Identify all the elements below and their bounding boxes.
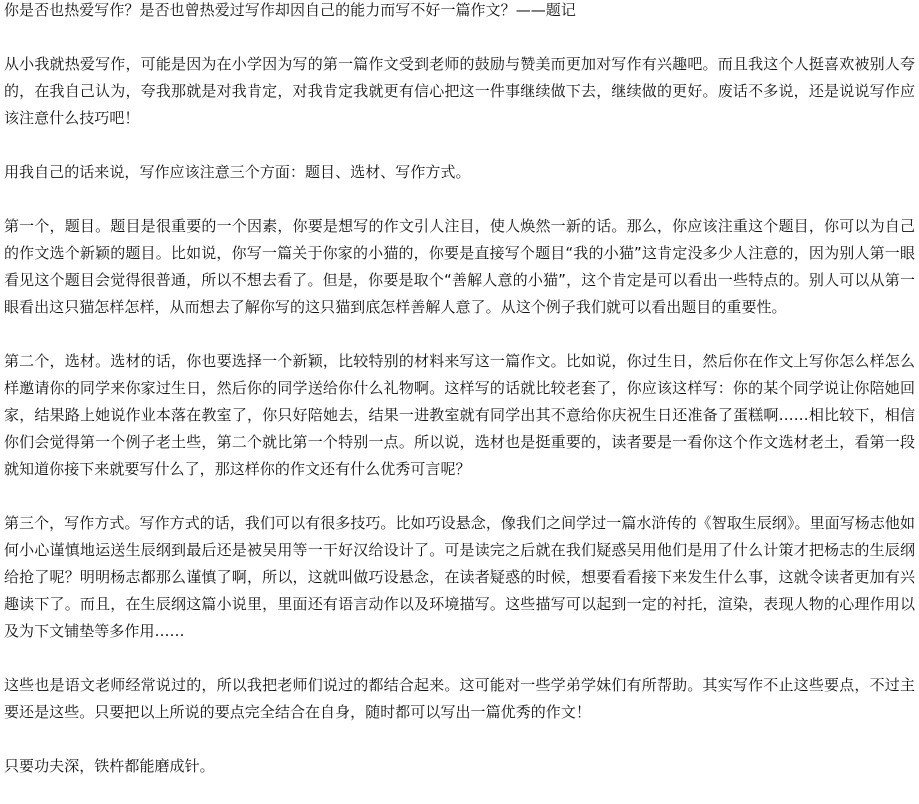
summary-paragraph: 用我自己的话来说，写作应该注意三个方面：题目、选材、写作方式。	[4, 163, 471, 181]
intro-paragraph: 从小我就热爱写作，可能是因为在小学因为写的第一篇作文受到老师的鼓励与赞美而更加对写作有兴趣吧。而且我这个人挺喜欢被别人夸的，在我自己认为，夸我那就是对我肯定，对我肯定我就更有信心把这一件事继续做下去，继续做的更好。废话不多说，还是说说写作应该注意什么技巧吧！	[4, 55, 915, 127]
epigraph-paragraph: 你是否也热爱写作？是否也曾热爱过写作却因自己的能力而写不好一篇作文？——题记	[4, 1, 576, 19]
title-section-paragraph: 第一个，题目。题目是很重要的一个因素，你要是想写的作文引人注目，使人焕然一新的话。那么，你应该注重这个题目，你可以为自己的作文选个新颖的题目。比如说，你写一篇关于你家的小猫的，你要是直接写个题目“我的小猫”这肯定没多少人注意的，因为别人第一眼看见这个题目会觉得很普通，所以不想去看了。但是，你要是取个“善解人意的小猫”，这个肯定是可以看出一些特点的。别人可以从第一眼看出这只猫怎样怎样，从而想去了解你写的这只猫到底怎样善解人意了。从这个例子我们就可以看出题目的重要性。	[4, 217, 915, 316]
paragraph-spacer	[4, 321, 915, 348]
material-section-paragraph: 第二个，选材。选材的话，你也要选择一个新颖，比较特别的材料来写这一篇作文。比如说，你过生日，然后你在作文上写你怎么样怎么样邀请你的同学来你家过生日，然后你的同学送给你什么礼物啊。这样写的话就比较老套了，你应该这样写：你的某个同学说让你陪她回家，结果路上她说作业本落在教室了，你只好陪她去，结果一进教室就有同学出其不意给你庆祝生日还准备了蛋糕啊……相比较下，相信你们会觉得第一个例子老土些，第二个就比第一个特别一点。所以说，选材也是挺重要的，读者要是一看你这个作文选材老土，看第一段就知道你接下来就要写什么了，那这样你的作文还有什么优秀可言呢？	[4, 352, 915, 478]
paragraph-spacer	[4, 483, 915, 510]
paragraph-spacer	[4, 186, 915, 213]
paragraph-spacer	[4, 24, 915, 51]
paragraph-spacer	[4, 726, 915, 753]
paragraph-spacer	[4, 645, 915, 672]
paragraph-spacer	[4, 132, 915, 159]
closing-line-paragraph: 只要功夫深，铁杵都能磨成针。	[4, 757, 215, 775]
method-section-paragraph: 第三个，写作方式。写作方式的话，我们可以有很多技巧。比如巧设悬念，像我们之间学过一篇水浒传的《智取生辰纲》。里面写杨志他如何小心谨慎地运送生辰纲到最后还是被吴用等一干好汉给设计了。可是读完之后就在我们疑惑吴用他们是用了什么计策才把杨志的生辰纲给抢了呢？明明杨志都那么谨慎了啊，所以，这就叫做巧设悬念，在读者疑惑的时候，想要看看接下来发生什么事，这就令读者更加有兴趣读下了。而且，在生辰纲这篇小说里，里面还有语言动作以及环境描写。这些描写可以起到一定的衬托，渲染，表现人物的心理作用以及为下文铺垫等多作用……	[4, 514, 915, 640]
conclusion-paragraph: 这些也是语文老师经常说过的，所以我把老师们说过的都结合起来。这可能对一些学弟学妹们有所帮助。其实写作不止这些要点，不过主要还是这些。只要把以上所说的要点完全结合在自身，随时都可以写出一篇优秀的作文！	[4, 676, 915, 721]
